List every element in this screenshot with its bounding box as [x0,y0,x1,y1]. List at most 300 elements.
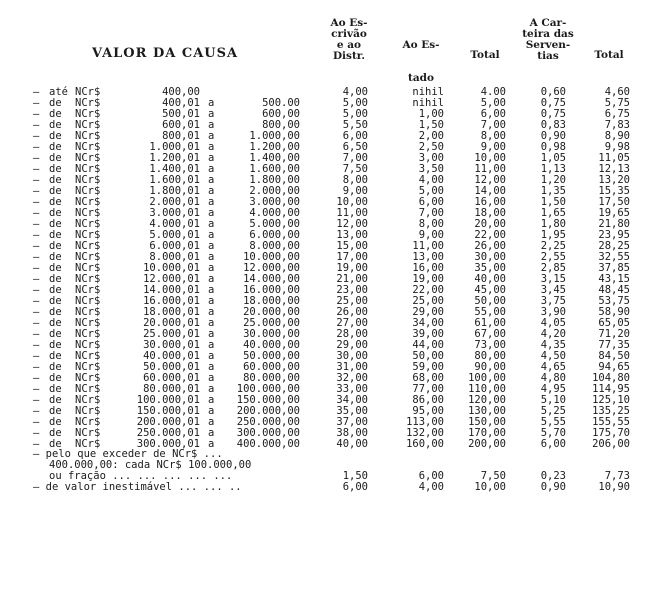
row-escrivao: 10,00 [336,196,368,208]
row-a: a [208,438,215,450]
row-estado: 5,00 [418,185,444,197]
row-a: a [208,108,215,120]
row-total-2: 23,95 [598,229,630,241]
row-total: 8,00 [480,130,506,142]
row-total: 170,00 [468,427,506,439]
row-estado: 34,00 [412,317,444,329]
row-total: 67,00 [474,328,506,340]
row-carteira: 4,80 [540,372,566,384]
row-estado: 59,00 [412,361,444,373]
row-prep: de [49,97,62,109]
row-from: 6.000,01 [149,240,200,252]
row-prep: de [49,317,62,329]
row-carteira: 0,60 [540,86,566,98]
row-carteira: 0,83 [540,119,566,131]
row-total-2: 135,25 [592,405,630,417]
row-escrivao: 5,00 [342,108,368,120]
row-currency: NCr$ [75,119,101,131]
row-a: a [208,196,215,208]
row-total-2: 6,75 [604,108,630,120]
row-a: a [208,207,215,219]
row-from: 400,00 [162,86,200,98]
row-estado: 50,00 [412,350,444,362]
row-total: 5,00 [480,97,506,109]
row-from: 60.000,01 [143,372,200,384]
row-prep: de [49,394,62,406]
row-estado: 9,00 [418,229,444,241]
row-dash: — [33,97,40,109]
row-from: 500,01 [162,108,200,120]
row-dash: — [33,119,40,131]
row-from: 1.400,01 [149,163,200,175]
row-prep: até [49,86,68,98]
row-escrivao: 27,00 [336,317,368,329]
row-from: 400,01 [162,97,200,109]
row-carteira: 5,70 [540,427,566,439]
row-total-2: 11,05 [598,152,630,164]
row-carteira: 1,13 [540,163,566,175]
row-to: 14.000,00 [243,273,300,285]
row-estado: 13,00 [412,251,444,263]
row-dash: — [33,86,40,98]
row-dash: — [33,328,40,340]
row-escrivao: 15,00 [336,240,368,252]
row-a: a [208,141,215,153]
row-dash: — [33,108,40,120]
row-to: 500.00 [262,97,300,109]
row-a: a [208,295,215,307]
row-escrivao: 29,00 [336,339,368,351]
row-from: 20.000,01 [143,317,200,329]
row-currency: NCr$ [75,405,101,417]
row-a: a [208,372,215,384]
row-currency: NCr$ [75,350,101,362]
row-escrivao: 4,00 [342,86,368,98]
row-total-2: 17,50 [598,196,630,208]
row-total-2: 13,20 [598,174,630,186]
row-prep: de [49,405,62,417]
row-currency: NCr$ [75,218,101,230]
row-escrivao: 34,00 [336,394,368,406]
row-a: a [208,405,215,417]
row-dash: — [33,306,40,318]
row-a: a [208,350,215,362]
row-from: 1.200,01 [149,152,200,164]
row-a: a [208,328,215,340]
row-total-2: 4,60 [604,86,630,98]
row-from: 200.000,01 [136,416,200,428]
row-total: 35,00 [474,262,506,274]
row-total-2: 77,35 [598,339,630,351]
row-from: 4.000,01 [149,218,200,230]
row-prep: de [49,438,62,450]
row-prep: de [49,339,62,351]
row-estado: 68,00 [412,372,444,384]
row-estado: 6,00 [418,196,444,208]
row-carteira: 2,85 [540,262,566,274]
row-estado: 132,00 [406,427,444,439]
inestimavel-escrivao: 6,00 [342,481,368,493]
row-total: 50,00 [474,295,506,307]
row-currency: NCr$ [75,196,101,208]
row-prep: de [49,262,62,274]
row-total: 4.00 [480,86,506,98]
row-total-2: 43,15 [598,273,630,285]
row-carteira: 5,55 [540,416,566,428]
row-escrivao: 17,00 [336,251,368,263]
row-a: a [208,317,215,329]
row-prep: de [49,229,62,241]
row-from: 600,01 [162,119,200,131]
row-to: 1.200,00 [249,141,300,153]
row-estado: 16,00 [412,262,444,274]
row-total-2: 28,25 [598,240,630,252]
row-from: 1.600,01 [149,174,200,186]
row-estado: 1,50 [418,119,444,131]
row-carteira: 2,25 [540,240,566,252]
row-currency: NCr$ [75,416,101,428]
row-total-2: 175,70 [592,427,630,439]
row-estado: 160,00 [406,438,444,450]
footer-line-1: — pelo que exceder de NCr$ ... [33,448,223,460]
row-currency: NCr$ [75,317,101,329]
row-carteira: 0,75 [540,108,566,120]
row-total: 10,00 [474,152,506,164]
row-carteira: 1,65 [540,207,566,219]
row-total: 11,00 [474,163,506,175]
row-prep: de [49,119,62,131]
row-from: 30.000,01 [143,339,200,351]
row-total-2: 9,98 [604,141,630,153]
row-total: 90,00 [474,361,506,373]
row-estado: 1,00 [418,108,444,120]
row-to: 800,00 [262,119,300,131]
fee-table [0,87,645,450]
row-dash: — [33,284,40,296]
row-prep: de [49,306,62,318]
row-dash: — [33,361,40,373]
header-escrivao: Ao Es- crivão e ao Distr. [330,17,368,62]
header-estado: Ao Es- tado [402,39,440,84]
row-a: a [208,262,215,274]
row-dash: — [33,240,40,252]
row-escrivao: 19,00 [336,262,368,274]
row-total-2: 21,80 [598,218,630,230]
row-dash: — [33,295,40,307]
row-total-2: 19,65 [598,207,630,219]
row-prep: de [49,350,62,362]
row-currency: NCr$ [75,97,101,109]
row-from: 2.000,01 [149,196,200,208]
row-to: 200.000,00 [236,405,300,417]
row-carteira: 3,45 [540,284,566,296]
row-carteira: 4,20 [540,328,566,340]
row-total-2: 206,00 [592,438,630,450]
row-total: 14,00 [474,185,506,197]
row-total-2: 32,55 [598,251,630,263]
row-total-2: 155,55 [592,416,630,428]
row-escrivao: 25,00 [336,295,368,307]
row-dash: — [33,229,40,241]
row-currency: NCr$ [75,427,101,439]
header-total-1: Total [470,49,500,61]
row-estado: 22,00 [412,284,444,296]
row-prep: de [49,295,62,307]
row-to: 8.000,00 [249,240,300,252]
row-from: 1.000,01 [149,141,200,153]
row-carteira: 1,50 [540,196,566,208]
row-dash: — [33,438,40,450]
row-to: 80.000,00 [243,372,300,384]
row-total: 26,00 [474,240,506,252]
row-prep: de [49,361,62,373]
row-estado: 29,00 [412,306,444,318]
footer-line-4: — de valor inestimável ... ... .. [33,481,242,493]
row-total-2: 48,45 [598,284,630,296]
fracao-escrivao: 1,50 [342,470,368,482]
row-total-2: 104,80 [592,372,630,384]
row-dash: — [33,372,40,384]
row-total: 130,00 [468,405,506,417]
row-to: 1.000,00 [249,130,300,142]
row-total: 22,00 [474,229,506,241]
row-a: a [208,339,215,351]
row-currency: NCr$ [75,130,101,142]
row-prep: de [49,207,62,219]
row-from: 16.000,01 [143,295,200,307]
row-estado: 86,00 [412,394,444,406]
row-currency: NCr$ [75,229,101,241]
row-currency: NCr$ [75,86,101,98]
row-carteira: 4,05 [540,317,566,329]
row-dash: — [33,141,40,153]
row-dash: — [33,130,40,142]
row-escrivao: 5,00 [342,97,368,109]
row-a: a [208,240,215,252]
row-total-2: 7,83 [604,119,630,131]
row-dash: — [33,207,40,219]
row-prep: de [49,163,62,175]
row-currency: NCr$ [75,372,101,384]
row-total: 80,00 [474,350,506,362]
row-total: 45,00 [474,284,506,296]
row-to: 250.000,00 [236,416,300,428]
row-estado: 8,00 [418,218,444,230]
row-prep: de [49,328,62,340]
row-prep: de [49,284,62,296]
row-total: 30,00 [474,251,506,263]
row-total: 9,00 [480,141,506,153]
row-estado: 2,50 [418,141,444,153]
row-escrivao: 7,50 [342,163,368,175]
row-dash: — [33,262,40,274]
fracao-carteira: 0,23 [540,470,566,482]
row-to: 4.000,00 [249,207,300,219]
row-carteira: 4,50 [540,350,566,362]
row-total-2: 15,35 [598,185,630,197]
row-to: 50.000,00 [243,350,300,362]
row-a: a [208,174,215,186]
row-escrivao: 40,00 [336,438,368,450]
row-currency: NCr$ [75,152,101,164]
row-a: a [208,427,215,439]
row-dash: — [33,383,40,395]
row-total-2: 65,05 [598,317,630,329]
row-total-2: 58,90 [598,306,630,318]
row-carteira: 1,35 [540,185,566,197]
row-prep: de [49,383,62,395]
row-total-2: 53,75 [598,295,630,307]
row-a: a [208,130,215,142]
row-total: 18,00 [474,207,506,219]
row-from: 3.000,01 [149,207,200,219]
row-a: a [208,306,215,318]
row-escrivao: 31,00 [336,361,368,373]
row-from: 80.000,01 [143,383,200,395]
row-dash: — [33,196,40,208]
row-escrivao: 35,00 [336,405,368,417]
row-from: 100.000,01 [136,394,200,406]
row-carteira: 6,00 [540,438,566,450]
row-carteira: 5,25 [540,405,566,417]
row-estado: 7,00 [418,207,444,219]
row-from: 1.800,01 [149,185,200,197]
row-from: 14.000,01 [143,284,200,296]
row-dash: — [33,427,40,439]
row-to: 100.000,00 [236,383,300,395]
row-dash: — [33,163,40,175]
row-dash: — [33,273,40,285]
row-dash: — [33,405,40,417]
row-currency: NCr$ [75,185,101,197]
row-carteira: 1,20 [540,174,566,186]
row-total: 20,00 [474,218,506,230]
row-estado: 3,00 [418,152,444,164]
row-estado: 77,00 [412,383,444,395]
row-dash: — [33,416,40,428]
row-dash: — [33,350,40,362]
row-escrivao: 6,00 [342,130,368,142]
row-to: 400.000,00 [236,438,300,450]
row-currency: NCr$ [75,394,101,406]
row-prep: de [49,218,62,230]
fracao-total-2: 7,73 [604,470,630,482]
row-carteira: 0,90 [540,130,566,142]
row-estado: 3,50 [418,163,444,175]
row-escrivao: 38,00 [336,427,368,439]
row-total-2: 84,50 [598,350,630,362]
row-total: 110,00 [468,383,506,395]
row-carteira: 4,65 [540,361,566,373]
row-from: 10.000,01 [143,262,200,274]
row-to: 150.000,00 [236,394,300,406]
row-to: 5.000,00 [249,218,300,230]
inestimavel-total-2: 10,90 [598,481,630,493]
row-a: a [208,185,215,197]
row-carteira: 4,95 [540,383,566,395]
row-escrivao: 5,50 [342,119,368,131]
row-dash: — [33,394,40,406]
row-prep: de [49,185,62,197]
header-carteira: A Car- teira das Serven- tias [522,17,574,62]
row-to: 60.000,00 [243,361,300,373]
row-from: 50.000,01 [143,361,200,373]
row-estado: 2,00 [418,130,444,142]
row-carteira: 5,10 [540,394,566,406]
inestimavel-estado: 4,00 [418,481,444,493]
row-currency: NCr$ [75,339,101,351]
row-prep: de [49,196,62,208]
row-total: 40,00 [474,273,506,285]
row-currency: NCr$ [75,108,101,120]
row-total: 61,00 [474,317,506,329]
row-carteira: 1,95 [540,229,566,241]
row-dash: — [33,251,40,263]
row-a: a [208,251,215,263]
row-estado: 19,00 [412,273,444,285]
row-from: 250.000,01 [136,427,200,439]
row-escrivao: 37,00 [336,416,368,428]
row-currency: NCr$ [75,262,101,274]
row-carteira: 3,75 [540,295,566,307]
row-escrivao: 12,00 [336,218,368,230]
row-currency: NCr$ [75,328,101,340]
row-escrivao: 13,00 [336,229,368,241]
row-to: 3.000,00 [249,196,300,208]
row-from: 5.000,01 [149,229,200,241]
row-prep: de [49,141,62,153]
row-currency: NCr$ [75,163,101,175]
inestimavel-total: 10,00 [474,481,506,493]
row-total: 12,00 [474,174,506,186]
row-from: 800,01 [162,130,200,142]
row-currency: NCr$ [75,438,101,450]
row-escrivao: 28,00 [336,328,368,340]
row-dash: — [33,174,40,186]
row-total-2: 125,10 [592,394,630,406]
row-a: a [208,163,215,175]
row-estado: nihil [412,97,444,109]
row-carteira: 3,15 [540,273,566,285]
inestimavel-carteira: 0,90 [540,481,566,493]
row-a: a [208,361,215,373]
row-to: 16.000,00 [243,284,300,296]
row-estado: 113,00 [406,416,444,428]
row-total: 7,00 [480,119,506,131]
row-to: 20.000,00 [243,306,300,318]
row-currency: NCr$ [75,284,101,296]
footer-line-3: ou fração ... ... ... ... ... [49,470,233,482]
row-a: a [208,229,215,241]
row-dash: — [33,317,40,329]
row-from: 12.000,01 [143,273,200,285]
page-title: VALOR DA CAUSA [92,46,239,61]
row-estado: 95,00 [412,405,444,417]
row-currency: NCr$ [75,273,101,285]
row-to: 6.000,00 [249,229,300,241]
row-currency: NCr$ [75,383,101,395]
row-estado: 4,00 [418,174,444,186]
row-to: 1.400,00 [249,152,300,164]
row-prep: de [49,273,62,285]
row-prep: de [49,240,62,252]
row-total: 120,00 [468,394,506,406]
footer-line-2: 400.000,00: cada NCr$ 100.000,00 [49,459,252,471]
row-dash: — [33,339,40,351]
header-total-2: Total [594,49,624,61]
fracao-estado: 6,00 [418,470,444,482]
row-escrivao: 30,00 [336,350,368,362]
